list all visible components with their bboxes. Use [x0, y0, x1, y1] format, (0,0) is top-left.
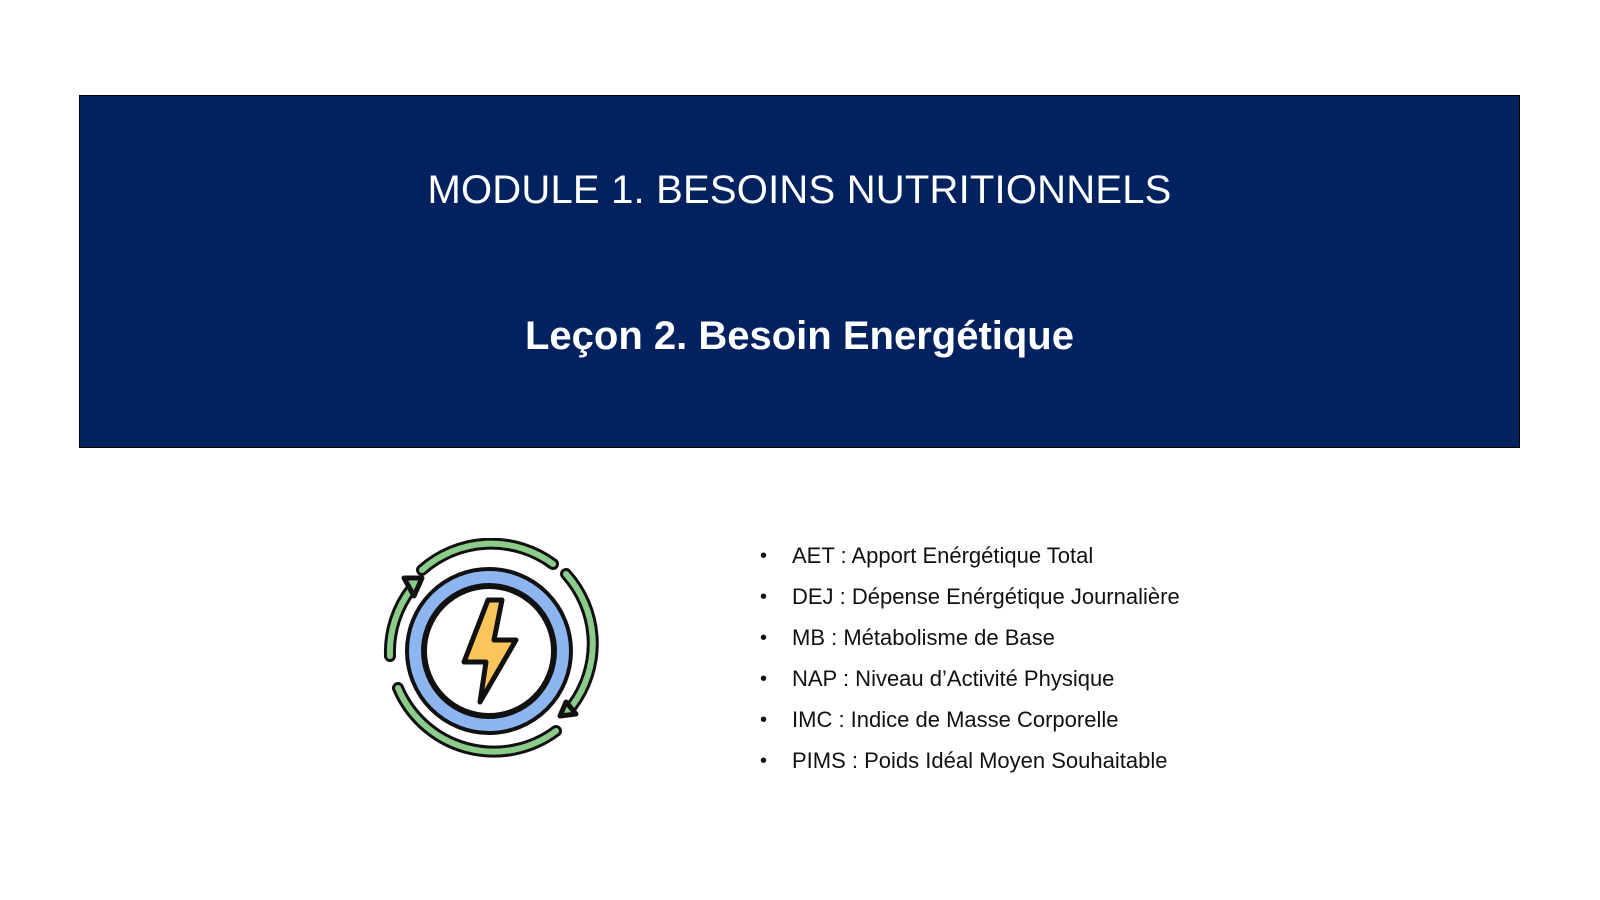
list-item-text: MB : Métabolisme de Base	[792, 625, 1055, 650]
module-title: MODULE 1. BESOINS NUTRITIONNELS	[427, 168, 1172, 212]
bullet: •	[760, 627, 768, 649]
bullet: •	[760, 750, 768, 772]
energy-cycle-icon	[376, 538, 602, 764]
list-item-text: DEJ : Dépense Enérgétique Journalière	[792, 584, 1180, 609]
list-item-text: NAP : Niveau d’Activité Physique	[792, 666, 1115, 691]
list-item	[758, 661, 1180, 702]
bullet: •	[760, 668, 768, 690]
list-item	[758, 620, 1180, 661]
list-item-text: IMC : Indice de Masse Corporelle	[792, 707, 1119, 732]
list-item	[758, 702, 1180, 743]
acronym-list	[758, 538, 1180, 784]
bullet: •	[760, 586, 768, 608]
lesson-title: Leçon 2. Besoin Energétique	[524, 314, 1074, 358]
bullet: •	[760, 545, 768, 567]
list-item	[758, 538, 1180, 579]
title-banner	[79, 95, 1520, 448]
list-item	[758, 579, 1180, 620]
list-item-text: PIMS : Poids Idéal Moyen Souhaitable	[792, 748, 1168, 773]
list-item-text: AET : Apport Enérgétique Total	[792, 543, 1094, 568]
bullet: •	[760, 709, 768, 731]
list-item	[758, 743, 1180, 784]
